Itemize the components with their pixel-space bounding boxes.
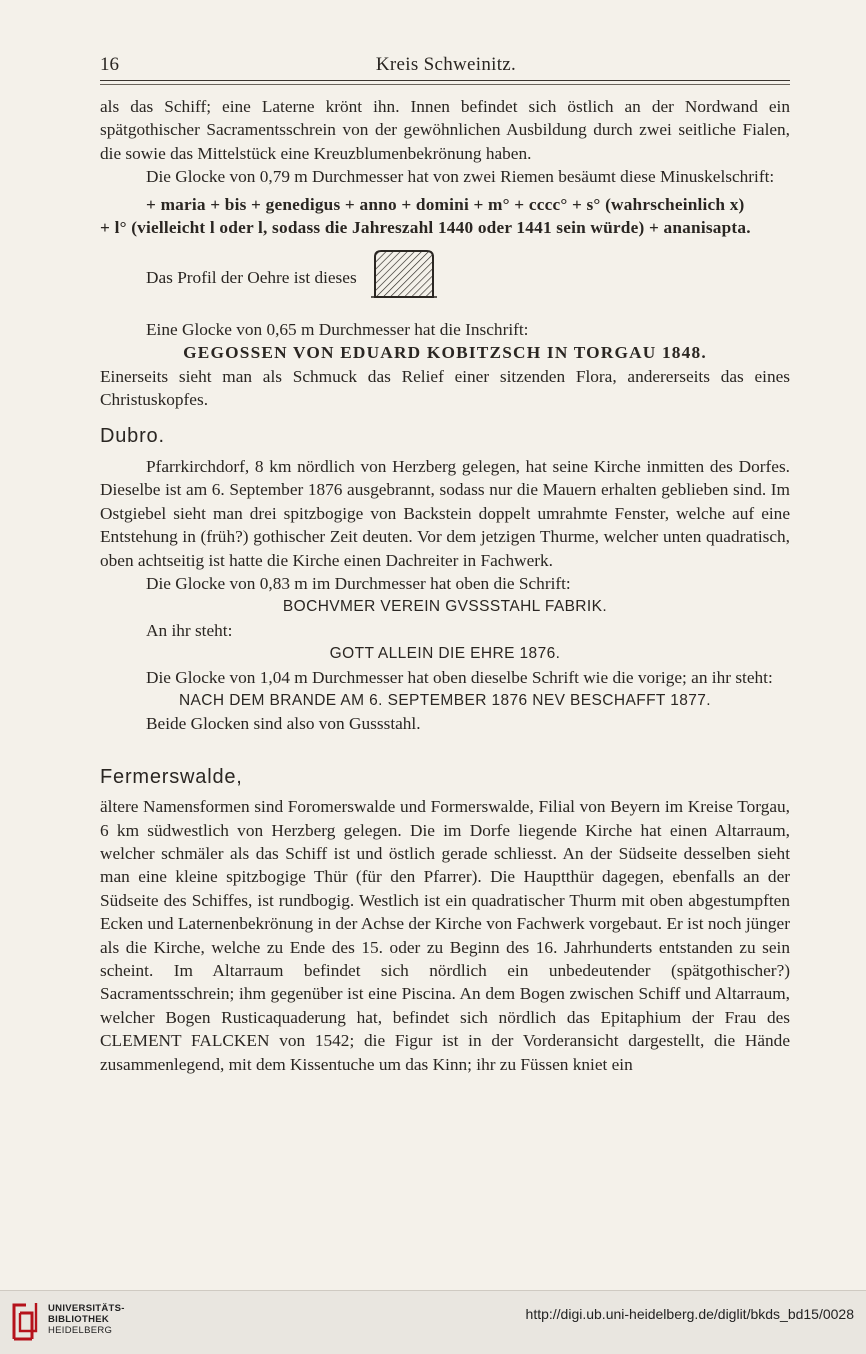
paragraph: Die Glocke von 1,04 m Durchmesser hat oben dieselbe Schrift wie die vorige; an ihr steht: — [146, 667, 773, 687]
paragraph: Eine Glocke von 0,65 m Durchmesser hat die Inschrift: — [146, 319, 529, 339]
paragraph: als das Schiff; eine Laterne krönt ihn. Innen befindet sich östlich an der Nordwand ein spätgothischer Sacramentsschrein von der gewöhnlichen Ausbildung durch zwei seitliche Fialen, die sowie das Mittelstück eine Kreuzblumenbekrönung haben. — [100, 97, 790, 163]
bell-inscription-textura: GEGOSSEN VON EDUARD KOBITZSCH IN TORGAU 1848. — [183, 343, 707, 363]
paragraph: Die Glocke von 0,79 m Durchmesser hat von zwei Riemen besäumt diese Minuskelschrift: — [146, 167, 775, 187]
bell-inscription: GOTT ALLEIN DIE EHRE 1876. — [329, 645, 561, 663]
source-url-link[interactable]: http://digi.ub.uni-heidelberg.de/diglit/bkds_bd15/0028 — [525, 1306, 854, 1322]
paragraph: Pfarrkirchdorf, 8 km nördlich von Herzberg gelegen, hat seine Kirche inmitten des Dorfes. Dieselbe ist am 6. September 1876 ausgebrannt, sodass nur die Mauern erhalten geblieben sind. Im Ostgiebel sieht man drei spitzbogige von Backstein doppelt umrahmte Fenster, welche auf eine Entstehung in (früh?) gothischer Zeit deuten. Vor dem jetzigen Thurme, welcher unten quadratisch, oben achtseitig ist hatte die Kirche einen Dachreiter in Fachwerk. — [100, 456, 790, 570]
paragraph: An ihr steht: — [146, 620, 233, 640]
running-head: Kreis Schweinitz. — [375, 54, 517, 75]
bell-inscription: BOCHVMER VEREIN GVSSSTAHL FABRIK. — [282, 598, 608, 616]
paragraph: Einerseits sieht man als Schmuck das Relief einer sitzenden Flora, andererseits das eines Christuskopfes. — [100, 366, 790, 410]
section-heading-fermerswalde: Fermerswalde, — [100, 765, 243, 788]
header-rule — [100, 80, 790, 81]
bell-ear-profile-icon — [369, 247, 439, 307]
bell-inscription-minuscule-continued: + l° (vielleicht l oder l, sodass die Jahreszahl 1440 oder 1441 sein würde) + ananisapta. — [100, 218, 751, 238]
university-library-logo-icon — [10, 1299, 40, 1343]
header-rule-thin — [100, 84, 790, 85]
profile-label: Das Profil der Oehre ist dieses — [146, 267, 357, 287]
bell-inscription: NACH DEM BRANDE AM 6. SEPTEMBER 1876 NEV BESCHAFFT 1877. — [178, 691, 712, 709]
body-text — [100, 95, 790, 1076]
library-name: UNIVERSITÄTS- BIBLIOTHEK HEIDELBERG — [48, 1303, 125, 1336]
section-heading-dubro: Dubro. — [100, 425, 165, 448]
profile-figure-row — [100, 247, 790, 307]
page-header — [100, 50, 792, 80]
paragraph: ältere Namensformen sind Foromerswalde und Formerswalde, Filial von Beyern im Kreise Torgau, 6 km südwestlich von Herzberg gelegen. Die im Dorfe liegende Kirche hat einen Altarraum, welcher schmäler als das Schiff ist und östlich gerade schliesst. An der Südseite desselben sieht man eine kleine spitzbogige Thür (für den Pfarrer). Die Hauptthür dagegen, ebenfalls an der Südseite des Schiffes, ist rundbogig. Westlich ist ein quadratischer Thurm mit oben abgestumpften Ecken und Laternenbekrönung in der Achse der Kirche von Fachwerk vorgebaut. Er ist noch jünger als die Kirche, welche zu Ende des 15. oder zu Beginn des 16. Jahrhunderts entstanden zu sein scheint. Im Altarraum befindet sich nördlich ein unbedeutender (spätgothischer?) Sacramentsschrein; ihm gegenüber ist eine Piscina. An dem Bogen zwischen Schiff und Altarraum, welcher Bogen Rusticaquaderung hat, befindet sich nördlich das Epitaphium der Frau des CLEMENT FALCKEN von 1542; die Figur ist in der Vorderansicht dargestellt, die Hände zusammenlegend, mit dem Kissentuche um das Kinn; ihr zu Füssen kniet ein — [100, 797, 790, 1074]
paragraph: Beide Glocken sind also von Gussstahl. — [146, 714, 421, 734]
bell-inscription-minuscule: + maria + bis + genedigus + anno + domini + m° + cccc° + s° (wahrscheinlich x) — [146, 194, 745, 214]
page-number: 16 — [100, 54, 119, 75]
digitization-footer — [0, 1290, 866, 1354]
paragraph: Die Glocke von 0,83 m im Durchmesser hat oben die Schrift: — [146, 573, 571, 593]
